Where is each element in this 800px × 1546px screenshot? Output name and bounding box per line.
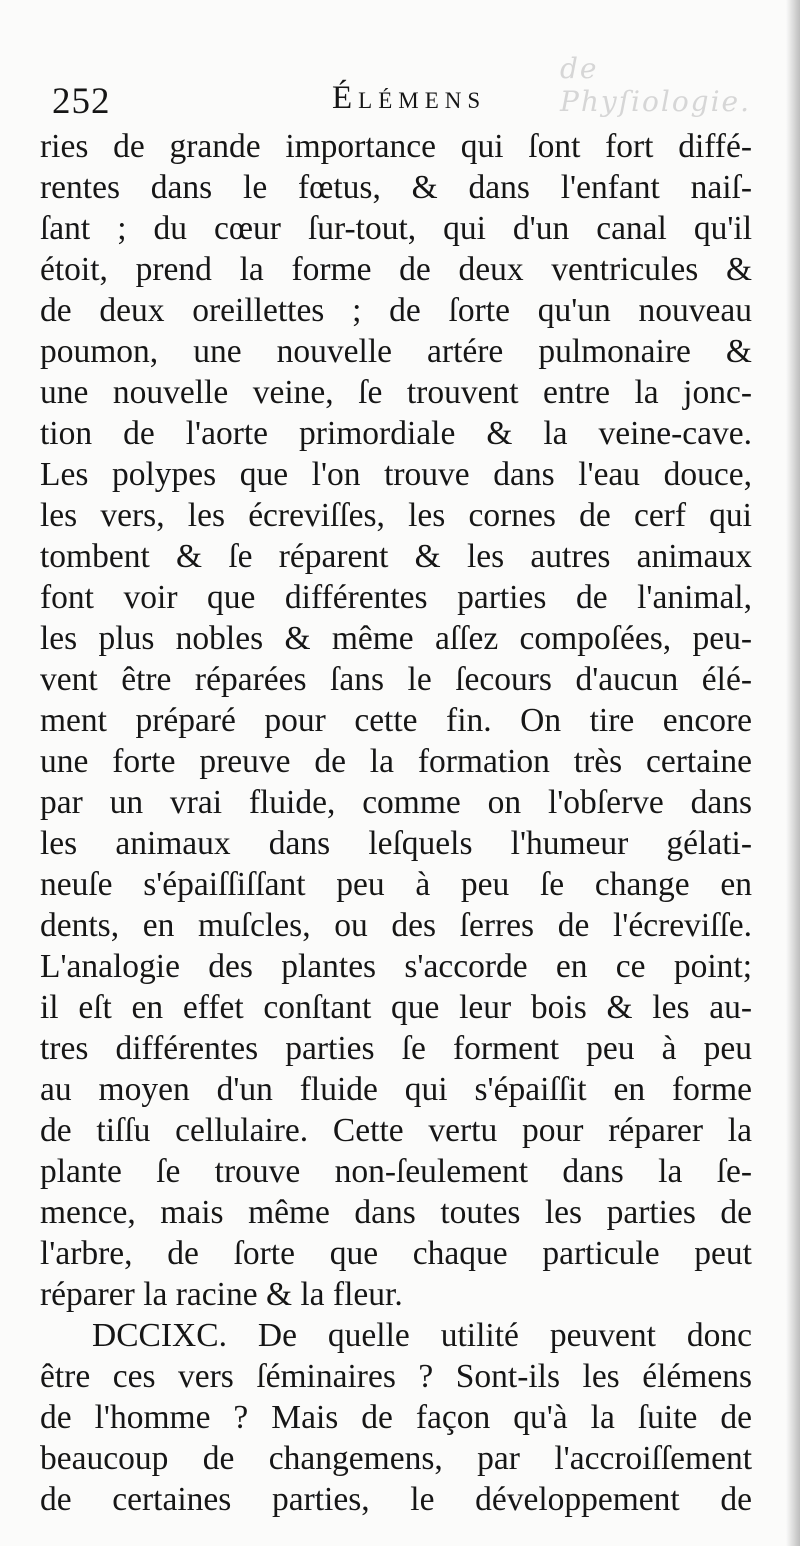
text-line: étoit, prend la forme de deux ventricules & <box>40 251 752 288</box>
text-line: ment préparé pour cette fin. On tire encore <box>40 702 752 739</box>
text-line: de tiſſu cellulaire. Cette vertu pour réparer la <box>40 1112 752 1149</box>
text-line: Les polypes que l'on trouve dans l'eau douce, <box>40 456 752 493</box>
text-line: les vers, les écreviſſes, les cornes de cerf qui <box>40 497 752 534</box>
text-line: réparer la racine & la fleur. <box>40 1276 403 1313</box>
text-line: ries de grande importance qui ſont fort diffé- <box>40 128 752 165</box>
text-line: tion de l'aorte primordiale & la veine-cave. <box>40 415 752 452</box>
text-line: neuſe s'épaiſſiſſant peu à peu ſe change en <box>40 866 752 903</box>
text-line: il eſt en effet conſtant que leur bois & les au- <box>40 989 752 1026</box>
show-through-text: de Phyſiologie. <box>560 52 752 118</box>
text-line: dents, en muſcles, ou des ſerres de l'écreviſſe. <box>40 907 752 944</box>
text-line: beaucoup de changemens, par l'accroiſſement <box>40 1440 752 1477</box>
paragraph <box>40 126 752 1315</box>
page-number: 252 <box>52 81 111 122</box>
text-line: de deux oreillettes ; de ſorte qu'un nouveau <box>40 292 752 329</box>
text-line: font voir que différentes parties de l'animal, <box>40 579 752 616</box>
text-line: une nouvelle veine, ſe trouvent entre la jonc- <box>40 374 752 411</box>
text-line: mence, mais même dans toutes les parties de <box>40 1194 752 1231</box>
text-line: les animaux dans leſquels l'humeur gélati- <box>40 825 752 862</box>
running-title: Élémens <box>332 80 487 116</box>
text-line: DCCIXC. De quelle utilité peuvent donc <box>92 1317 752 1354</box>
text-line: ſant ; du cœur ſur-tout, qui d'un canal qu'il <box>40 210 752 247</box>
text-line: plante ſe trouve non-ſeulement dans la ſe- <box>40 1153 752 1190</box>
text-line: une forte preuve de la formation très certaine <box>40 743 752 780</box>
text-line: les plus nobles & même aſſez compoſées, peu- <box>40 620 752 657</box>
text-line: être ces vers ſéminaires ? Sont-ils les élémens <box>40 1358 752 1395</box>
page-edge-shadow <box>786 0 800 1546</box>
paragraph <box>40 1315 752 1520</box>
running-head <box>52 80 770 128</box>
body-text <box>40 126 752 1520</box>
text-line: rentes dans le fœtus, & dans l'enfant naiſ- <box>40 169 752 206</box>
text-line: L'analogie des plantes s'accorde en ce point; <box>40 948 752 985</box>
text-line: tres différentes parties ſe forment peu à peu <box>40 1030 752 1067</box>
text-line: de l'homme ? Mais de façon qu'à la ſuite de <box>40 1399 752 1436</box>
text-line: de certaines parties, le développement de <box>40 1481 752 1518</box>
text-line: vent être réparées ſans le ſecours d'aucun élé- <box>40 661 752 698</box>
text-line: l'arbre, de ſorte que chaque particule peut <box>40 1235 752 1272</box>
text-line: par un vrai fluide, comme on l'obſerve dans <box>40 784 752 821</box>
text-line: poumon, une nouvelle artére pulmonaire & <box>40 333 752 370</box>
text-line: au moyen d'un fluide qui s'épaiſſit en forme <box>40 1071 752 1108</box>
text-line: tombent & ſe réparent & les autres animaux <box>40 538 752 575</box>
